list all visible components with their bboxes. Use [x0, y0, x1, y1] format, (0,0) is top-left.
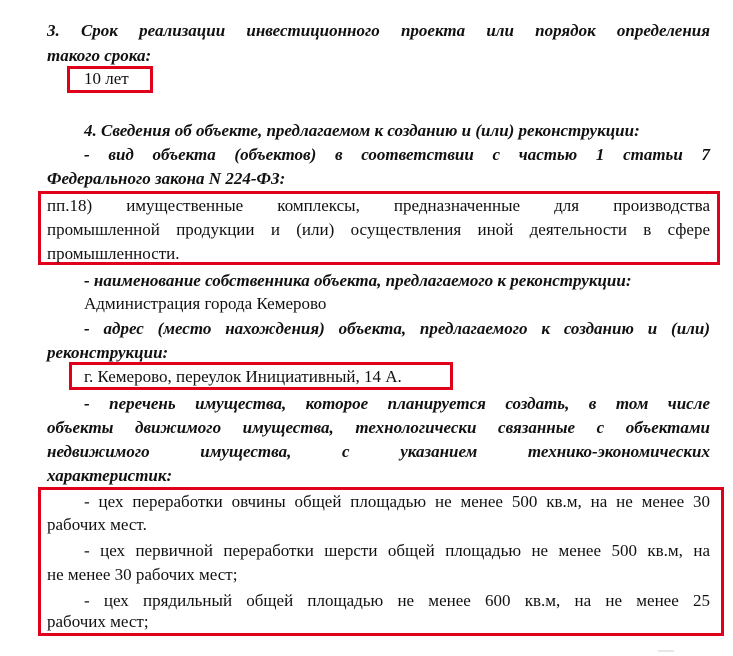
owner-value: Администрация города Кемерово: [84, 294, 327, 313]
term-value: 10 лет: [84, 69, 129, 88]
address-value: г. Кемерово, переулок Инициативный, 14 А.: [84, 367, 402, 386]
object-type-label-line1: - вид объекта (объектов) в соответствии с частью 1 статьи 7: [84, 145, 710, 164]
section-4-heading: 4. Сведения об объекте, предлагаемом к созданию и (или) реконструкции:: [84, 121, 640, 140]
address-label-line2: реконструкции:: [47, 343, 169, 362]
list-item-3-line2: рабочих мест;: [47, 612, 149, 631]
page-edge-mark: [658, 650, 674, 652]
property-list-label-line2: объекты движимого имущества, технологически связанные с объектами: [47, 418, 710, 437]
list-item-3-line1: - цех прядильный общей площадью не менее 600 кв.м, на не менее 25: [84, 591, 710, 610]
object-type-value-line3: промышленности.: [47, 244, 180, 263]
list-item-1-line1: - цех переработки овчины общей площадью не менее 500 кв.м, на не менее 30: [84, 492, 710, 511]
property-list-label-line3: недвижимого имущества, с указанием технико-экономических: [47, 442, 710, 461]
owner-label: - наименование собственника объекта, предлагаемого к реконструкции:: [84, 271, 632, 290]
list-item-2-line1: - цех первичной переработки шерсти общей площадью не менее 500 кв.м, на: [84, 541, 710, 560]
section-3-heading-line2: такого срока:: [47, 46, 152, 65]
list-item-1-line2: рабочих мест.: [47, 515, 147, 534]
property-list-label-line1: - перечень имущества, которое планируется создать, в том числе: [84, 394, 710, 413]
address-label-line1: - адрес (место нахождения) объекта, предлагаемого к созданию и (или): [84, 319, 710, 338]
property-list-label-line4: характеристик:: [47, 466, 173, 485]
object-type-value-line2: промышленной продукции и (или) осуществления иной деятельности в сфере: [47, 220, 710, 239]
object-type-value-line1: пп.18) имущественные комплексы, предназначенные для производства: [47, 196, 710, 215]
section-3-heading-line1: 3. Срок реализации инвестиционного проекта или порядок определения: [47, 21, 710, 40]
list-item-2-line2: не менее 30 рабочих мест;: [47, 565, 238, 584]
object-type-label-line2: Федерального закона N 224-ФЗ:: [47, 169, 286, 188]
